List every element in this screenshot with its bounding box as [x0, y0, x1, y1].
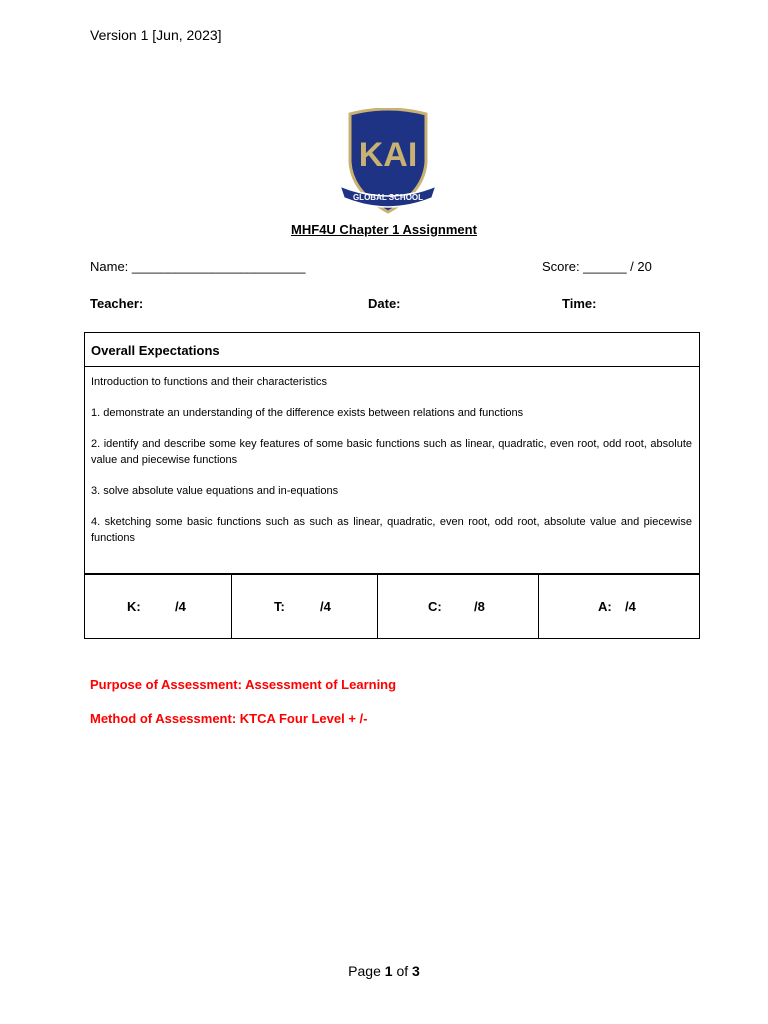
page-total: 3 [412, 963, 420, 979]
overall-expectations-box [84, 332, 700, 574]
version-text: Version 1 [Jun, 2023] [90, 27, 222, 43]
rubric-cell-a [539, 575, 698, 638]
rubric-k-total: /4 [175, 599, 186, 614]
rubric-c-total: /8 [474, 599, 485, 614]
overall-expectations-heading: Overall Expectations [85, 333, 699, 367]
rubric-k-label: K: [127, 599, 141, 614]
rubric-a-total: /4 [625, 599, 636, 614]
expectation-item: 3. solve absolute value equations and in-equations [91, 485, 339, 497]
rubric-c-label: C: [428, 599, 442, 614]
assignment-title: MHF4U Chapter 1 Assignment [291, 222, 477, 237]
time-label: Time: [562, 296, 597, 311]
page-number-footer [0, 963, 768, 979]
teacher-label: Teacher: [90, 296, 144, 311]
rubric-score-table [84, 573, 700, 639]
page-current: 1 [384, 963, 393, 979]
expectation-item: 4. sketching some basic functions such as such as linear, quadratic, even root, odd root, absolute value and piecewise functions [91, 516, 692, 544]
svg-text:KAI: KAI [358, 136, 418, 174]
rubric-cell-k [85, 575, 232, 638]
expectations-intro: Introduction to functions and their characteristics [91, 376, 328, 388]
svg-text:GLOBAL SCHOOL: GLOBAL SCHOOL [352, 193, 424, 202]
rubric-cell-c [378, 575, 539, 638]
score-field: Score: ______ / 20 [542, 259, 652, 274]
overall-expectations-body [85, 367, 699, 546]
school-logo [336, 108, 440, 216]
name-field: Name: ________________________ [90, 259, 306, 274]
assessment-method: Method of Assessment: KTCA Four Level + /- [90, 711, 368, 726]
date-label: Date: [368, 296, 401, 311]
assessment-purpose: Purpose of Assessment: Assessment of Learning [90, 677, 397, 692]
page-of: of [392, 963, 413, 979]
rubric-t-total: /4 [320, 599, 331, 614]
rubric-a-label: A: [598, 599, 612, 614]
page-prefix: Page [348, 963, 385, 979]
expectation-item: 2. identify and describe some key features of some basic functions such as linear, quadratic, even root, odd root, absolute value and piecewise functions [91, 438, 692, 466]
expectation-item: 1. demonstrate an understanding of the difference exists between relations and functions [91, 407, 524, 419]
rubric-t-label: T: [274, 599, 285, 614]
rubric-cell-t [232, 575, 378, 638]
